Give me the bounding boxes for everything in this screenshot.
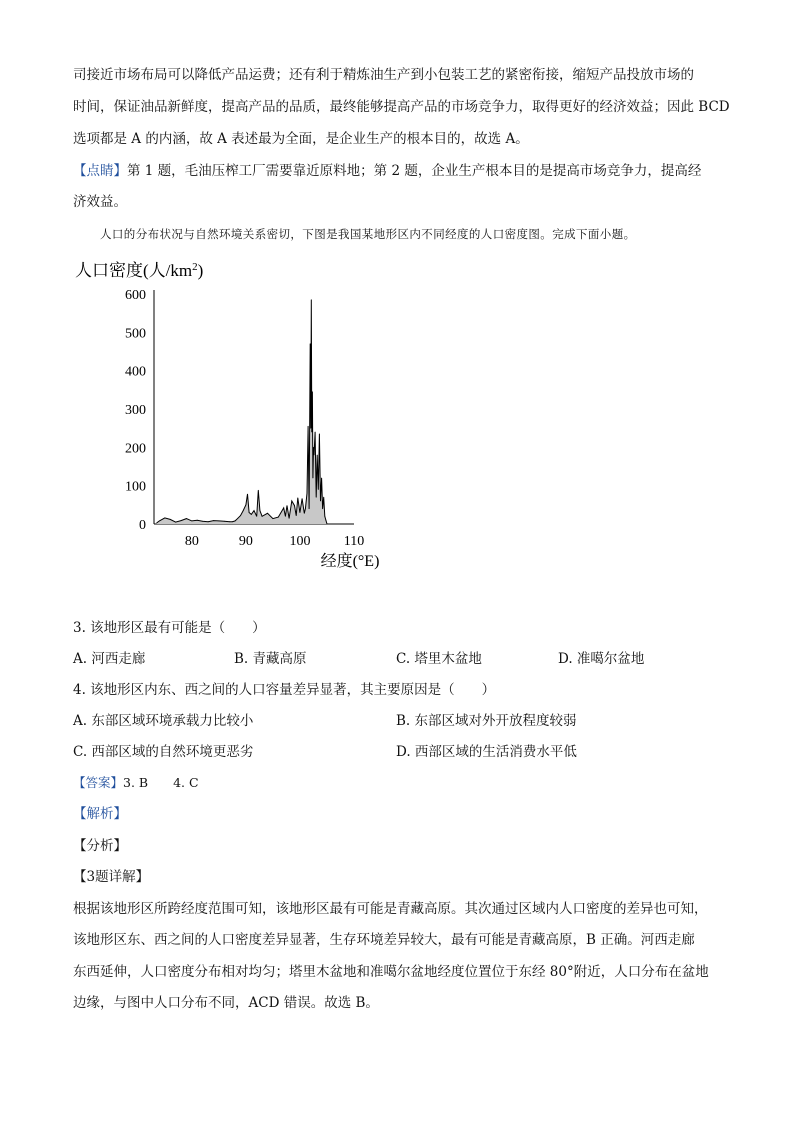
data-point	[159, 521, 160, 522]
explanation-line: 该地形区东、西之间的人口密度差异显著，生存环境差异较大，最有可能是青藏高原，B 正确。河西走廊	[73, 932, 695, 948]
question-3: 3. 该地形区最有可能是（ ）	[73, 620, 266, 636]
data-point	[326, 520, 327, 521]
option-3a: A. 河西走廊	[73, 651, 146, 667]
data-point	[164, 518, 165, 519]
density-area	[157, 300, 327, 524]
population-density-chart	[60, 250, 400, 580]
data-point	[324, 516, 325, 517]
option-3d: D. 准噶尔盆地	[558, 651, 645, 667]
data-point	[232, 521, 233, 522]
data-point	[313, 447, 314, 448]
data-point	[243, 510, 244, 511]
data-point	[296, 515, 297, 516]
data-point	[191, 521, 192, 522]
data-point	[287, 505, 288, 506]
data-point	[302, 498, 303, 499]
data-point	[251, 514, 252, 515]
x-tick-label: 100	[289, 534, 311, 549]
data-point	[294, 505, 295, 506]
data-point	[311, 299, 312, 300]
data-point	[156, 523, 157, 524]
option-3b: B. 青藏高原	[234, 651, 307, 667]
detail-3-tag: 【3题详解】	[73, 869, 150, 885]
data-point	[320, 501, 321, 502]
paragraph-line: 选项都是 A 的内涵，故 A 表述最为全面，是企业生产的根本目的，故选 A。	[73, 131, 529, 147]
data-point	[311, 432, 312, 433]
y-tick-label: 200	[125, 441, 146, 457]
option-4c: C. 西部区域的自然环境更恶劣	[73, 744, 254, 760]
data-point	[229, 521, 230, 522]
data-point	[300, 512, 301, 513]
data-point	[309, 508, 310, 509]
data-point	[224, 521, 225, 522]
data-point	[289, 518, 290, 519]
data-point	[175, 522, 176, 523]
y-axis-label: 人口密度(人$/km^2$)	[75, 261, 204, 280]
data-point	[208, 521, 209, 522]
y-tick-label: 500	[125, 326, 146, 342]
y-tick-label: 400	[125, 364, 146, 380]
data-point	[254, 510, 255, 511]
data-point	[318, 489, 319, 490]
data-point	[316, 497, 317, 498]
answer-tag: 【答案】	[73, 775, 124, 790]
data-point	[323, 497, 324, 498]
x-axis-label: 经度(°E)	[320, 553, 380, 570]
explanation-line: 东西延伸，人口密度分布相对均匀；塔里木盆地和准噶尔盆地经度位置位于东经 80°附近，人口分布在盆地	[73, 964, 709, 980]
y-tick-label: 300	[125, 403, 146, 418]
data-point	[305, 508, 306, 509]
data-point	[291, 501, 292, 502]
paragraph-line: 济效益。	[73, 194, 127, 210]
data-point	[322, 508, 323, 509]
answer-line	[73, 773, 199, 793]
plot-area	[125, 288, 364, 549]
data-point	[258, 490, 259, 491]
jiexi-tag: 【解析】	[73, 806, 127, 822]
data-point	[313, 478, 314, 479]
data-point	[202, 521, 203, 522]
data-point	[247, 494, 248, 495]
data-point	[297, 498, 298, 499]
data-point	[273, 518, 274, 519]
paragraph-line: 时间，保证油品新鲜度，提高产品的品质，最终能够提高产品的市场竞争力，取得更好的经济效益；因此 BCD	[73, 99, 730, 115]
data-point	[321, 478, 322, 479]
option-4b: B. 东部区域对外开放程度较弱	[396, 713, 577, 729]
data-point	[262, 516, 263, 517]
data-point	[310, 428, 311, 429]
data-point	[181, 520, 182, 521]
data-point	[285, 516, 286, 517]
data-point	[219, 521, 220, 522]
data-point	[170, 519, 171, 520]
option-4a: A. 东部区域环境承载力比较小	[73, 713, 254, 729]
data-point	[327, 524, 328, 525]
x-tick-label: 90	[238, 534, 253, 549]
data-point	[213, 520, 214, 521]
data-point	[246, 504, 247, 505]
y-tick-label: 0	[139, 518, 146, 533]
data-point	[240, 515, 241, 516]
data-point	[315, 432, 316, 433]
dianjing-text: 第 1 题，毛油压榨工厂需要靠近原料地；第 2 题，企业生产根本目的是提高市场竞争力，提高经	[127, 163, 702, 179]
data-point	[260, 510, 261, 511]
y-tick-label: 600	[125, 288, 146, 303]
y-tick-label: 100	[125, 479, 146, 495]
answer-text: 3. B 4. C	[123, 775, 199, 790]
data-point	[256, 516, 257, 517]
data-point	[310, 343, 311, 344]
data-point	[186, 518, 187, 519]
data-point	[278, 517, 279, 518]
data-point	[312, 391, 313, 392]
data-point	[304, 513, 305, 514]
x-tick-label: 80	[184, 534, 199, 549]
dianjing-tag: 【点睛】	[73, 163, 127, 179]
density-line	[157, 300, 327, 524]
paragraph-line: 司接近市场布局可以降低产品运费；还有利于精炼油生产到小包装工艺的紧密衔接，缩短产品投放市场的	[73, 67, 694, 83]
data-point	[319, 434, 320, 435]
explanation-line: 边缘，与图中人口分布不同，ACD 错误。故选 B。	[73, 995, 379, 1011]
data-point	[308, 426, 309, 427]
question-intro: 人口的分布状况与自然环境关系密切，下图是我国某地形区内不同经度的人口密度图。完成下面小题。	[100, 227, 636, 241]
explanation-line: 根据该地形区所跨经度范围可知，该地形区最有可能是青藏高原。其次通过区域内人口密度的差异也可知，	[73, 901, 708, 917]
data-point	[283, 508, 284, 509]
fenxi-tag: 【分析】	[73, 838, 127, 854]
question-4: 4. 该地形区内东、西之间的人口容量差异显著，其主要原因是（ ）	[73, 682, 496, 698]
data-point	[237, 518, 238, 519]
data-point	[235, 521, 236, 522]
option-3c: C. 塔里木盆地	[396, 651, 482, 667]
data-point	[281, 512, 282, 513]
x-tick-label: 110	[343, 534, 365, 549]
option-4d: D. 西部区域的生活消费水平低	[396, 744, 577, 760]
data-point	[267, 513, 268, 514]
data-point	[197, 520, 198, 521]
data-point	[317, 455, 318, 456]
data-point	[249, 512, 250, 513]
data-point	[314, 455, 315, 456]
data-point	[307, 493, 308, 494]
dianjing-line	[73, 161, 701, 181]
